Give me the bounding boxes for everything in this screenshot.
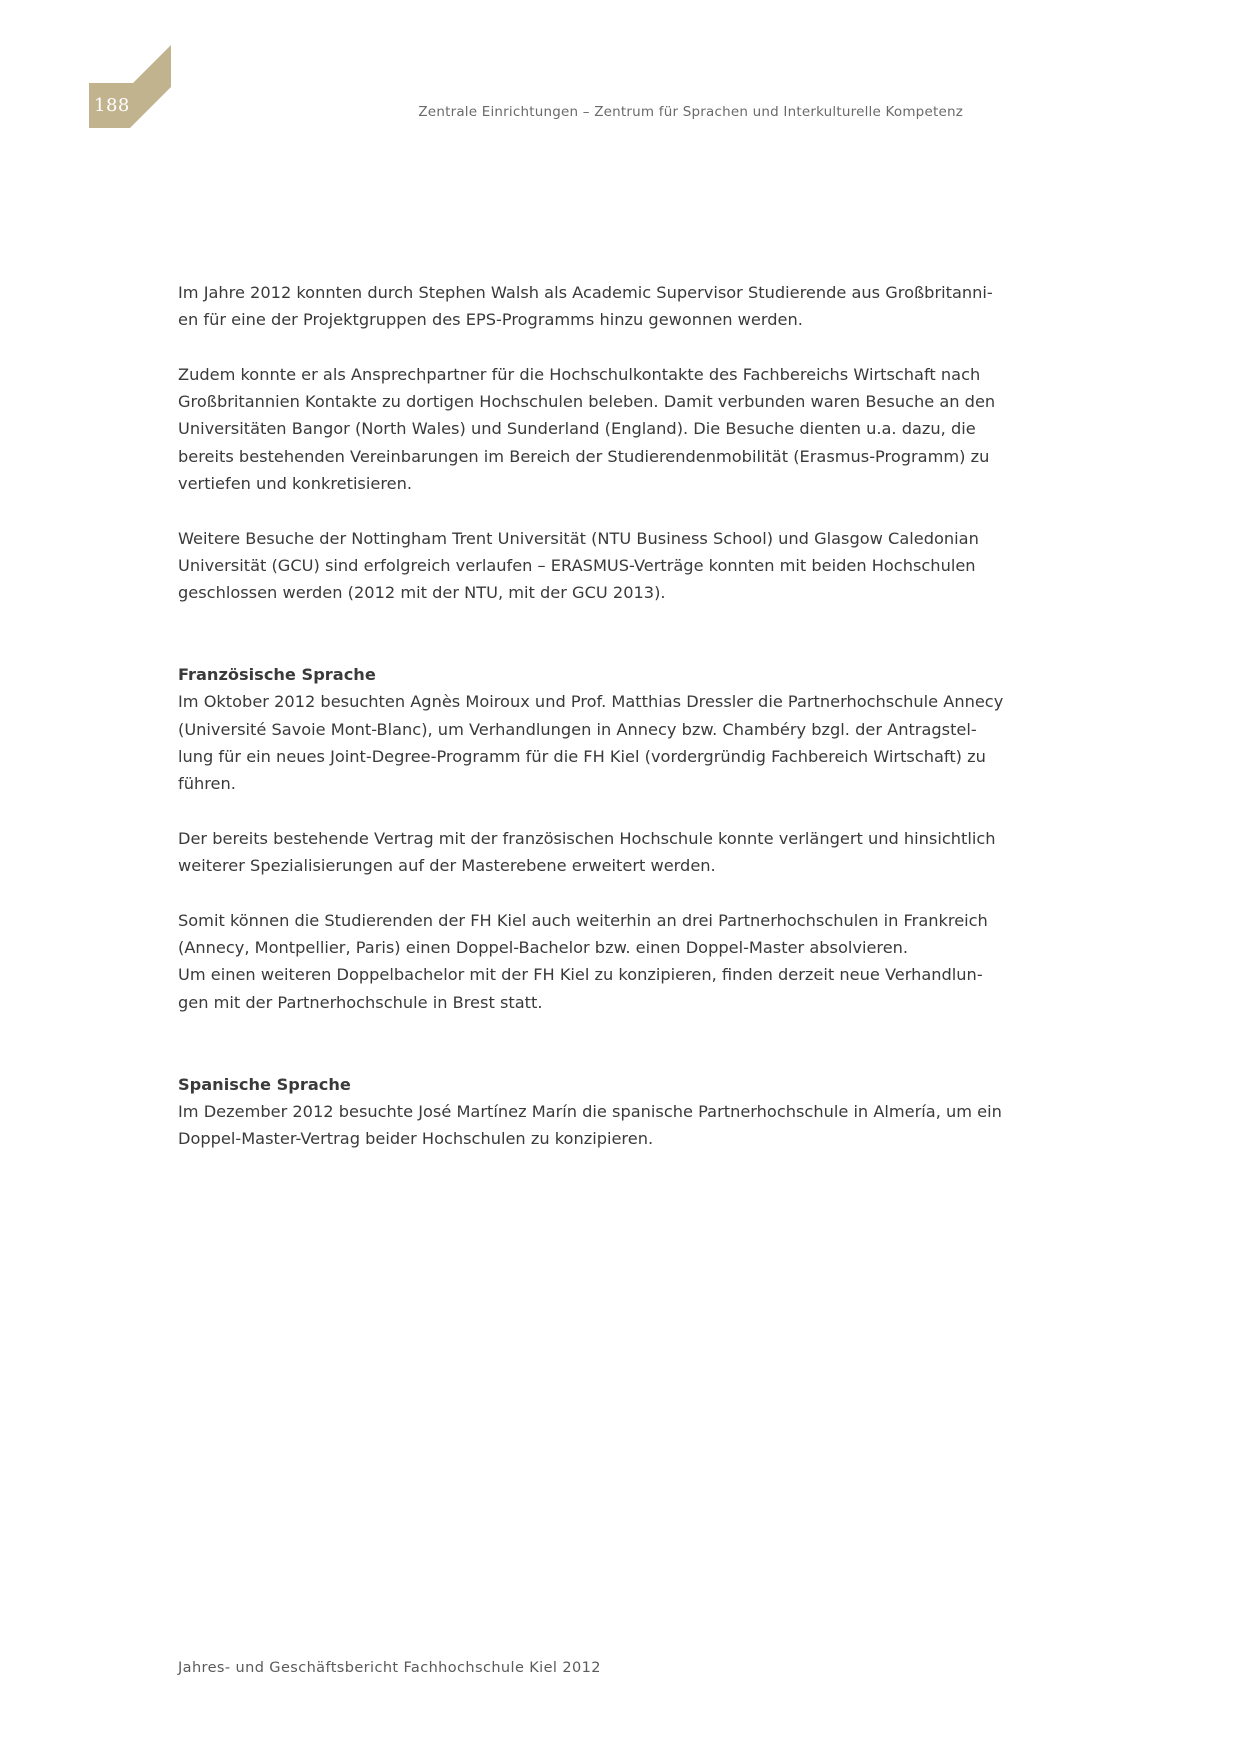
text-line: (Annecy, Montpellier, Paris) einen Doppel-Bachelor bzw. einen Doppel-Master absolvieren. (178, 938, 909, 958)
paragraph-intro-3 (178, 525, 979, 607)
text-line: Der bereits bestehende Vertrag mit der französischen Hochschule konnte verlängert und hinsichtlich (178, 828, 996, 848)
text-line: Universitäten Bangor (North Wales) und Sunderland (England). Die Besuche dienten u.a. dazu, die (178, 419, 976, 439)
main-content (178, 279, 1004, 1153)
text-line: lung für ein neues Joint-Degree-Programm für die FH Kiel (vordergründig Fachbereich Wirtschaft) zu (178, 747, 986, 767)
text-line: bereits bestehenden Vereinbarungen im Bereich der Studierendenmobilität (Erasmus-Programm) zu (178, 446, 990, 466)
paragraph-french-1 (178, 688, 1004, 797)
text-line: Universität (GCU) sind erfolgreich verlaufen – ERASMUS-Verträge konnten mit beiden Hochschulen (178, 555, 976, 575)
section-heading-french: Französische Sprache (178, 665, 376, 685)
paragraph-french-3 (178, 907, 988, 1016)
text-line: Im Dezember 2012 besuchte José Martínez Marín die spanische Partnerhochschule in Almería, um ein (178, 1101, 1002, 1121)
paragraph-intro-2 (178, 361, 996, 497)
paragraph-intro-1 (178, 279, 993, 334)
text-line: Im Oktober 2012 besuchten Agnès Moiroux und Prof. Matthias Dressler die Partnerhochschule Annecy (178, 692, 1004, 712)
text-line: vertiefen und konkretisieren. (178, 474, 412, 494)
paragraph-spanish-1 (178, 1098, 1002, 1153)
text-line: Weitere Besuche der Nottingham Trent Universität (NTU Business School) und Glasgow Caledonian (178, 528, 979, 548)
paragraph-french-2 (178, 825, 996, 880)
text-line: Großbritannien Kontakte zu dortigen Hochschulen beleben. Damit verbunden waren Besuche an den (178, 392, 996, 412)
text-line: führen. (178, 774, 236, 794)
text-line: geschlossen werden (2012 mit der NTU, mit der GCU 2013). (178, 583, 666, 603)
text-line: en für eine der Projektgruppen des EPS-Programms hinzu gewonnen werden. (178, 310, 803, 330)
text-line: Im Jahre 2012 konnten durch Stephen Walsh als Academic Supervisor Studierende aus Großbritanni- (178, 283, 993, 302)
footer-report-title: Jahres- und Geschäftsbericht Fachhochschule Kiel 2012 (178, 1660, 601, 1676)
running-header-title: Zentrale Einrichtungen – Zentrum für Sprachen und Interkulturelle Kompetenz (418, 104, 963, 120)
text-line: Doppel-Master-Vertrag beider Hochschulen zu konzipieren. (178, 1129, 654, 1149)
section-heading-spanish: Spanische Sprache (178, 1074, 351, 1094)
text-line: gen mit der Partnerhochschule in Brest statt. (178, 992, 543, 1012)
text-line: Um einen weiteren Doppelbachelor mit der FH Kiel zu konzipieren, finden derzeit neue Verhandlun- (178, 965, 983, 985)
text-line: Zudem konnte er als Ansprechpartner für die Hochschulkontakte des Fachbereichs Wirtschaft nach (178, 364, 981, 384)
text-line: (Université Savoie Mont-Blanc), um Verhandlungen in Annecy bzw. Chambéry bzgl. der Antragstel- (178, 719, 977, 739)
text-line: Somit können die Studierenden der FH Kiel auch weiterhin an drei Partnerhochschulen in Frankreich (178, 910, 988, 930)
page-number: 188 (94, 95, 130, 116)
text-line: weiterer Spezialisierungen auf der Masterebene erweitert werden. (178, 856, 716, 876)
